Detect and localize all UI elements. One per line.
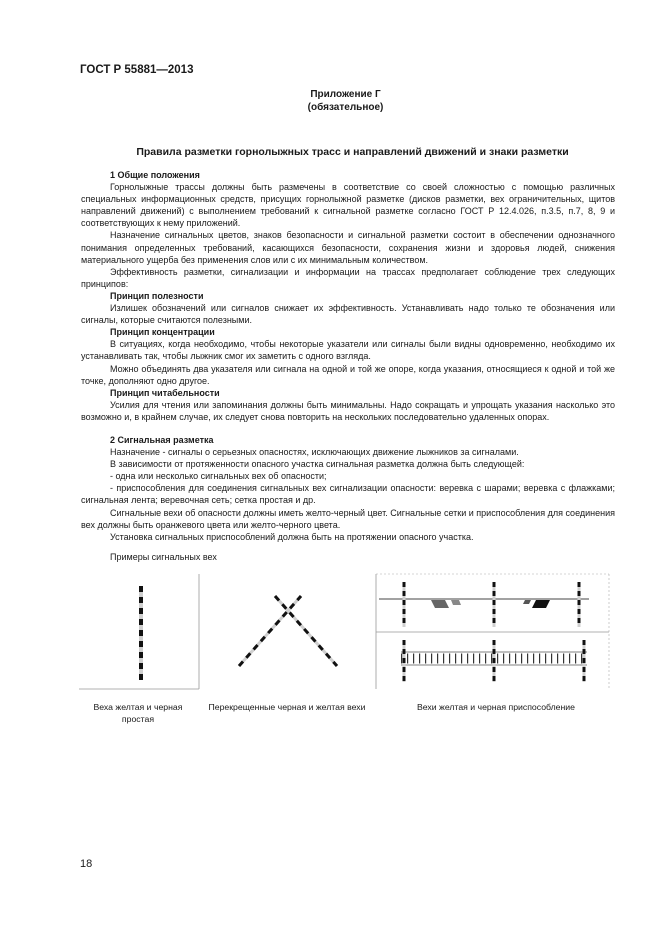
poles-with-net-graphic [401,640,587,682]
paragraph: - приспособления для соединения сигнальных вех сигнализации опасности: веревка с шарами; веревка с флажками; сигнальная лента; веревочная сеть; сетка простая и др. [81,483,615,506]
section-heading: 2 Сигнальная разметка [110,435,214,445]
caption-poles-device: Вехи желтая и черная приспособление [416,702,575,712]
principle-heading: Принцип концентрации [110,327,215,338]
principle-heading: Принцип полезности [110,290,204,301]
paragraph: Можно объединять два указателя или сигнала на одной и той же опоре, когда указания, относящиеся к одной и той же точке, дополняют одно другое. [81,363,615,386]
page-number: 18 [80,858,93,870]
paragraph: Сигнальные вехи об опасности должны иметь желто-черный цвет. Сигнальные сетки и приспособления для соединения вех должны быть оранжевого цвета или желто-черного цвета. [81,507,615,530]
paragraph: Установка сигнальных приспособлений должна быть на протяжении опасного участка. [110,531,474,542]
section-signal-marking [81,434,615,543]
standard-header: ГОСТ Р 55881—2013 [80,64,194,76]
document-title-text: Правила разметки горнолыжных трасс и направлений движений и знаки разметки [136,146,569,158]
caption-simple-pole: Веха желтая и черная простая [93,702,183,724]
principle-heading: Принцип читабельности [110,387,220,398]
paragraph: Горнолыжные трассы должны быть размечены в соответствие со своей сложностью с помощью различных специальных информационных средств, присущих горнолыжной разметке (дисков разметки, вех ограничительных, щитов направлений движений) с выполнением требований к сигнальной разметке согласно ГОСТ Р 12.4.026, п.3.5, п.7, 8, 9 и соответствующих к нему приложений. [81,182,615,229]
caption-crossed-poles: Перекрещенные черная и желтая вехи [208,702,366,712]
section-heading: 1 Общие положения [110,170,200,180]
signal-poles-figure [79,572,615,692]
paragraph: Излишек обозначений или сигналов снижает их эффективность. Устанавливать надо только те обозначения или сигналы, которые считаются полезными. [81,303,615,326]
section-general [81,169,615,423]
examples-label: Примеры сигнальных вех [110,552,217,562]
paragraph: В зависимости от протяженности опасного участка сигнальная разметка должна быть следующей: [110,459,525,470]
document-title [0,146,661,158]
paragraph: Эффективность разметки, сигнализации и информации на трассах предполагает соблюдение трех следующих принципов: [81,266,615,289]
appendix-heading [0,88,661,114]
poles-with-flags-graphic [379,582,589,627]
paragraph: - одна или несколько сигнальных вех об опасности; [110,471,327,482]
appendix-title: Приложение Г [310,89,381,100]
paragraph: В ситуациях, когда необходимо, чтобы некоторые указатели или сигналы были видны одновременно, необходимо их устанавливать так, чтобы лыжник смог их заметить с одного взгляда. [81,339,615,362]
paragraph: Назначение сигнальных цветов, знаков безопасности и сигнальной разметки состоит в обеспечении однозначного понимания определенных требований, касающихся безопасности, сохранения жизни и здоровья людей, снижения материального ущерба без применения слов или с их минимальным количеством. [81,230,615,265]
crossed-poles-graphic [239,596,337,666]
paragraph: Усилия для чтения или запоминания должны быть минимальны. Надо сокращать и упрощать указания насколько это возможно и, в крайнем случае, их следует снова повторить на нескольких последовательно удаленных опорах. [81,399,615,422]
appendix-status: (обязательное) [307,102,384,113]
paragraph: Назначение - сигналы о серьезных опасностях, исключающих движение лыжников за сигналами. [110,447,519,458]
